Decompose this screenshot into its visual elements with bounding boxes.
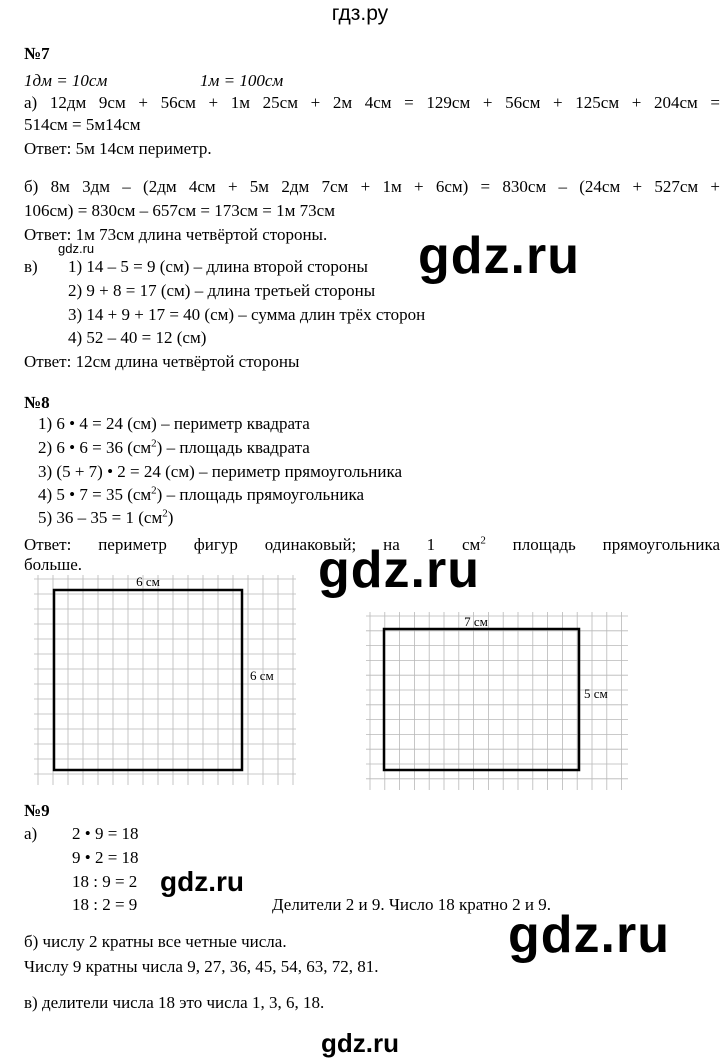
units-dm: 1дм = 10см	[24, 71, 108, 90]
answer-text: площадь прямоугольника	[485, 535, 720, 554]
answer-text: Ответ: периметр фигур одинаковый; на 1 см	[24, 535, 481, 554]
task9-b-line2: Числу 9 кратны числа 9, 27, 36, 45, 54, 63, 72, 81.	[24, 957, 379, 976]
watermark-large: gdz.ru	[318, 541, 480, 599]
square-grid-figure	[34, 575, 296, 785]
superscript: 2	[480, 534, 486, 547]
task9-a-line: 9 • 2 = 18	[72, 848, 139, 867]
task8-step	[38, 508, 173, 528]
task8-step	[38, 462, 402, 482]
square-side-label: 6 см	[250, 668, 274, 683]
task7-a-line2: 514см = 5м14см	[24, 115, 141, 134]
step-text: 1) 6 • 4 = 24 (см) – периметр квадрата	[38, 414, 310, 433]
watermark-footer: gdz.ru	[321, 1028, 399, 1058]
step-text: 2) 6 • 6 = 36 (см	[38, 438, 152, 457]
rect-grid-figure	[366, 612, 628, 790]
step-text: 5) 36 – 35 = 1 (см	[38, 508, 163, 527]
watermark-large: gdz.ru	[418, 227, 580, 285]
site-header: гдз.ру	[331, 2, 389, 25]
superscript: 2	[151, 484, 157, 497]
step-text: 3) (5 + 7) • 2 = 24 (см) – периметр прямоугольника	[38, 462, 402, 481]
task7-a-line1: а) 12дм 9см + 56см + 1м 25см + 2м 4см = 129см + 56см + 125см + 204см =	[24, 93, 720, 112]
task7-v-step: 3) 14 + 9 + 17 = 40 (см) – сумма длин трёх сторон	[68, 305, 426, 324]
superscript: 2	[151, 437, 157, 450]
task7-v-answer: Ответ: 12см длина четвёртой стороны	[24, 352, 300, 371]
task9-v-line: в) делители числа 18 это числа 1, 3, 6, 18.	[24, 993, 325, 1012]
task7-v-step: 4) 52 – 40 = 12 (см)	[68, 328, 207, 347]
task9-a-line: 2 • 9 = 18	[72, 824, 139, 843]
task7-a-answer: Ответ: 5м 14см периметр.	[24, 139, 212, 158]
task7-v-label: в)	[24, 257, 38, 276]
grid-lines	[366, 612, 628, 790]
units-m: 1м = 100см	[200, 71, 284, 90]
step-text: ) – площадь квадрата	[156, 438, 310, 457]
task9-a-line: 18 : 9 = 2	[72, 872, 138, 891]
watermark-small: gdz.ru	[58, 241, 95, 256]
task8-title: №8	[24, 393, 50, 412]
task8-step	[38, 485, 364, 505]
task7-title: №7	[24, 44, 50, 63]
task7-v-step: 1) 14 – 5 = 9 (см) – длина второй стороны	[68, 257, 368, 276]
task9-a-note: Делители 2 и 9. Число 18 кратно 2 и 9.	[272, 895, 551, 914]
task9-title: №9	[24, 801, 50, 820]
superscript: 2	[162, 507, 168, 520]
task9-a-line: 18 : 2 = 9	[72, 895, 138, 914]
task8-step	[38, 414, 310, 434]
rect-top-label: 7 см	[464, 614, 488, 629]
task9-b-line1: б) числу 2 кратны все четные числа.	[24, 932, 287, 951]
watermark-large: gdz.ru	[508, 906, 670, 964]
task7-b-line1: б) 8м 3дм – (2дм 4см + 5м 2дм 7см + 1м + 6см) = 830см – (24см + 527см +	[24, 177, 720, 196]
watermark-medium: gdz.ru	[160, 866, 244, 897]
step-text: )	[167, 508, 174, 527]
task7-b-line2: 106см) = 830см – 657см = 173см = 1м 73см	[24, 201, 335, 220]
square-top-label: 6 см	[136, 575, 160, 589]
step-text: ) – площадь прямоугольника	[156, 485, 365, 504]
task9-a-label: а)	[24, 824, 38, 843]
step-text: 4) 5 • 7 = 35 (см	[38, 485, 152, 504]
task7-v-step: 2) 9 + 8 = 17 (см) – длина третьей стороны	[68, 281, 376, 300]
task8-step	[38, 438, 310, 458]
task7-b-answer: Ответ: 1м 73см длина четвёртой стороны.	[24, 225, 328, 244]
square-outline	[54, 590, 242, 770]
task8-answer-line2: больше.	[24, 555, 83, 574]
rect-side-label: 5 см	[584, 686, 608, 701]
